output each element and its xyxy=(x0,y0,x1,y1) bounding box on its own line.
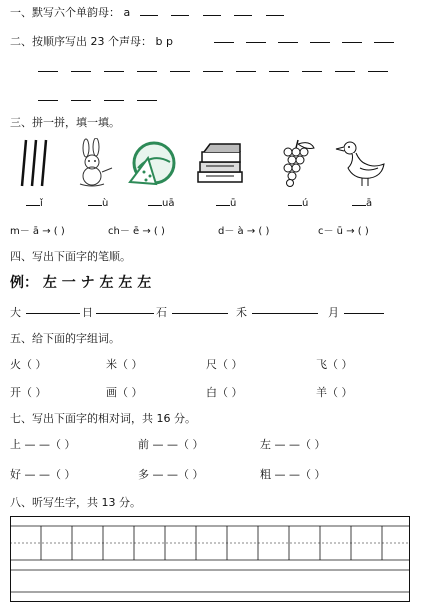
answer-blank[interactable] xyxy=(216,196,230,206)
spelling-item[interactable]: d－ à → ( ) xyxy=(218,226,270,237)
dictation-grid[interactable] xyxy=(10,516,410,602)
answer-blank[interactable] xyxy=(203,6,221,16)
answer-blank[interactable] xyxy=(236,62,256,72)
books-icon xyxy=(194,138,246,188)
answer-blank[interactable] xyxy=(203,62,223,72)
opposite-item[interactable]: 多 — —（ ） xyxy=(138,468,204,481)
section-1-label: 一、默写六个单韵母： xyxy=(10,6,120,19)
section-4-label: 四、写出下面字的笔顺。 xyxy=(10,250,131,263)
example-text: 左 一 ナ 左 左 左 xyxy=(42,275,152,291)
section-1-prefix: a xyxy=(123,6,131,19)
section-2-prefix: b p xyxy=(155,35,173,48)
example-label: 例： xyxy=(10,275,38,291)
answer-blank[interactable] xyxy=(38,62,58,72)
answer-blank[interactable] xyxy=(104,62,124,72)
answer-blank[interactable] xyxy=(342,33,362,43)
section-8-label: 八、听写生字，共 13 分。 xyxy=(10,496,141,509)
spelling-item[interactable]: c－ ū → ( ) xyxy=(318,226,369,237)
spelling-item[interactable]: m－ ā → ( ) xyxy=(10,226,65,237)
answer-blank[interactable] xyxy=(374,33,394,43)
answer-blank[interactable] xyxy=(140,6,158,16)
answer-blank[interactable] xyxy=(335,62,355,72)
word-group-item[interactable]: 开（ ） xyxy=(10,386,47,399)
stroke-char: 日 xyxy=(82,306,93,319)
word-group-item[interactable]: 火（ ） xyxy=(10,358,47,371)
section-7-label: 七、写出下面字的相对词，共 16 分。 xyxy=(10,412,196,425)
answer-blank[interactable] xyxy=(344,304,384,314)
pinyin-item: ǐ xyxy=(26,196,43,209)
answer-blank[interactable] xyxy=(172,304,228,314)
section-1-line xyxy=(10,4,284,20)
pencils-icon xyxy=(14,138,66,188)
answer-blank[interactable] xyxy=(148,196,162,206)
answer-blank[interactable] xyxy=(104,91,124,101)
answer-blank[interactable] xyxy=(269,62,289,72)
word-group-item[interactable]: 米（ ） xyxy=(106,358,143,371)
stroke-char: 月 xyxy=(328,306,339,319)
answer-blank[interactable] xyxy=(71,62,91,72)
word-group-item[interactable]: 尺（ ） xyxy=(206,358,243,371)
answer-blank[interactable] xyxy=(88,196,102,206)
word-group-item[interactable]: 羊（ ） xyxy=(316,386,353,399)
grapes-icon xyxy=(268,138,320,188)
word-group-item[interactable]: 飞（ ） xyxy=(316,358,353,371)
answer-blank[interactable] xyxy=(170,62,190,72)
word-group-item[interactable]: 白（ ） xyxy=(206,386,243,399)
answer-blank[interactable] xyxy=(302,62,322,72)
answer-blank[interactable] xyxy=(38,91,58,101)
section-5-label: 五、给下面的字组词。 xyxy=(10,332,120,345)
answer-blank[interactable] xyxy=(96,304,154,314)
opposite-item[interactable]: 好 — —（ ） xyxy=(10,468,76,481)
answer-blank[interactable] xyxy=(288,196,302,206)
stroke-char: 石 xyxy=(156,306,167,319)
answer-blank[interactable] xyxy=(252,304,318,314)
spelling-item[interactable]: ch－ ē → ( ) xyxy=(108,226,165,237)
opposite-item[interactable]: 左 — —（ ） xyxy=(260,438,326,451)
section-2-label: 二、按顺序写出 23 个声母： xyxy=(10,35,152,48)
stroke-char: 禾 xyxy=(236,306,247,319)
answer-blank[interactable] xyxy=(71,91,91,101)
stroke-char: 大 xyxy=(10,306,21,319)
section-3-label: 三、拼一拼，填一填。 xyxy=(10,116,120,129)
pinyin-item: ú xyxy=(288,196,308,209)
word-group-item[interactable]: 画（ ） xyxy=(106,386,143,399)
duck-icon xyxy=(334,138,386,188)
answer-blank[interactable] xyxy=(246,33,266,43)
opposite-item[interactable]: 上 — —（ ） xyxy=(10,438,76,451)
answer-blank[interactable] xyxy=(26,196,40,206)
pinyin-item: ū xyxy=(216,196,236,209)
pinyin-item: uā xyxy=(148,196,174,209)
answer-blank[interactable] xyxy=(310,33,330,43)
answer-blank[interactable] xyxy=(352,196,366,206)
answer-blank[interactable] xyxy=(234,6,252,16)
watermelon-icon xyxy=(126,138,178,188)
answer-blank[interactable] xyxy=(368,62,388,72)
pinyin-item: ā xyxy=(352,196,372,209)
rabbit-icon xyxy=(68,138,120,188)
section-2-line xyxy=(10,33,173,49)
answer-blank[interactable] xyxy=(214,33,234,43)
answer-blank[interactable] xyxy=(278,33,298,43)
picture-row xyxy=(14,138,414,188)
answer-blank[interactable] xyxy=(137,91,157,101)
pinyin-item: ù xyxy=(88,196,108,209)
answer-blank[interactable] xyxy=(171,6,189,16)
stroke-order-example xyxy=(10,272,151,292)
answer-blank[interactable] xyxy=(137,62,157,72)
answer-blank[interactable] xyxy=(266,6,284,16)
answer-blank[interactable] xyxy=(26,304,80,314)
opposite-item[interactable]: 前 — —（ ） xyxy=(138,438,204,451)
opposite-item[interactable]: 粗 — —（ ） xyxy=(260,468,326,481)
